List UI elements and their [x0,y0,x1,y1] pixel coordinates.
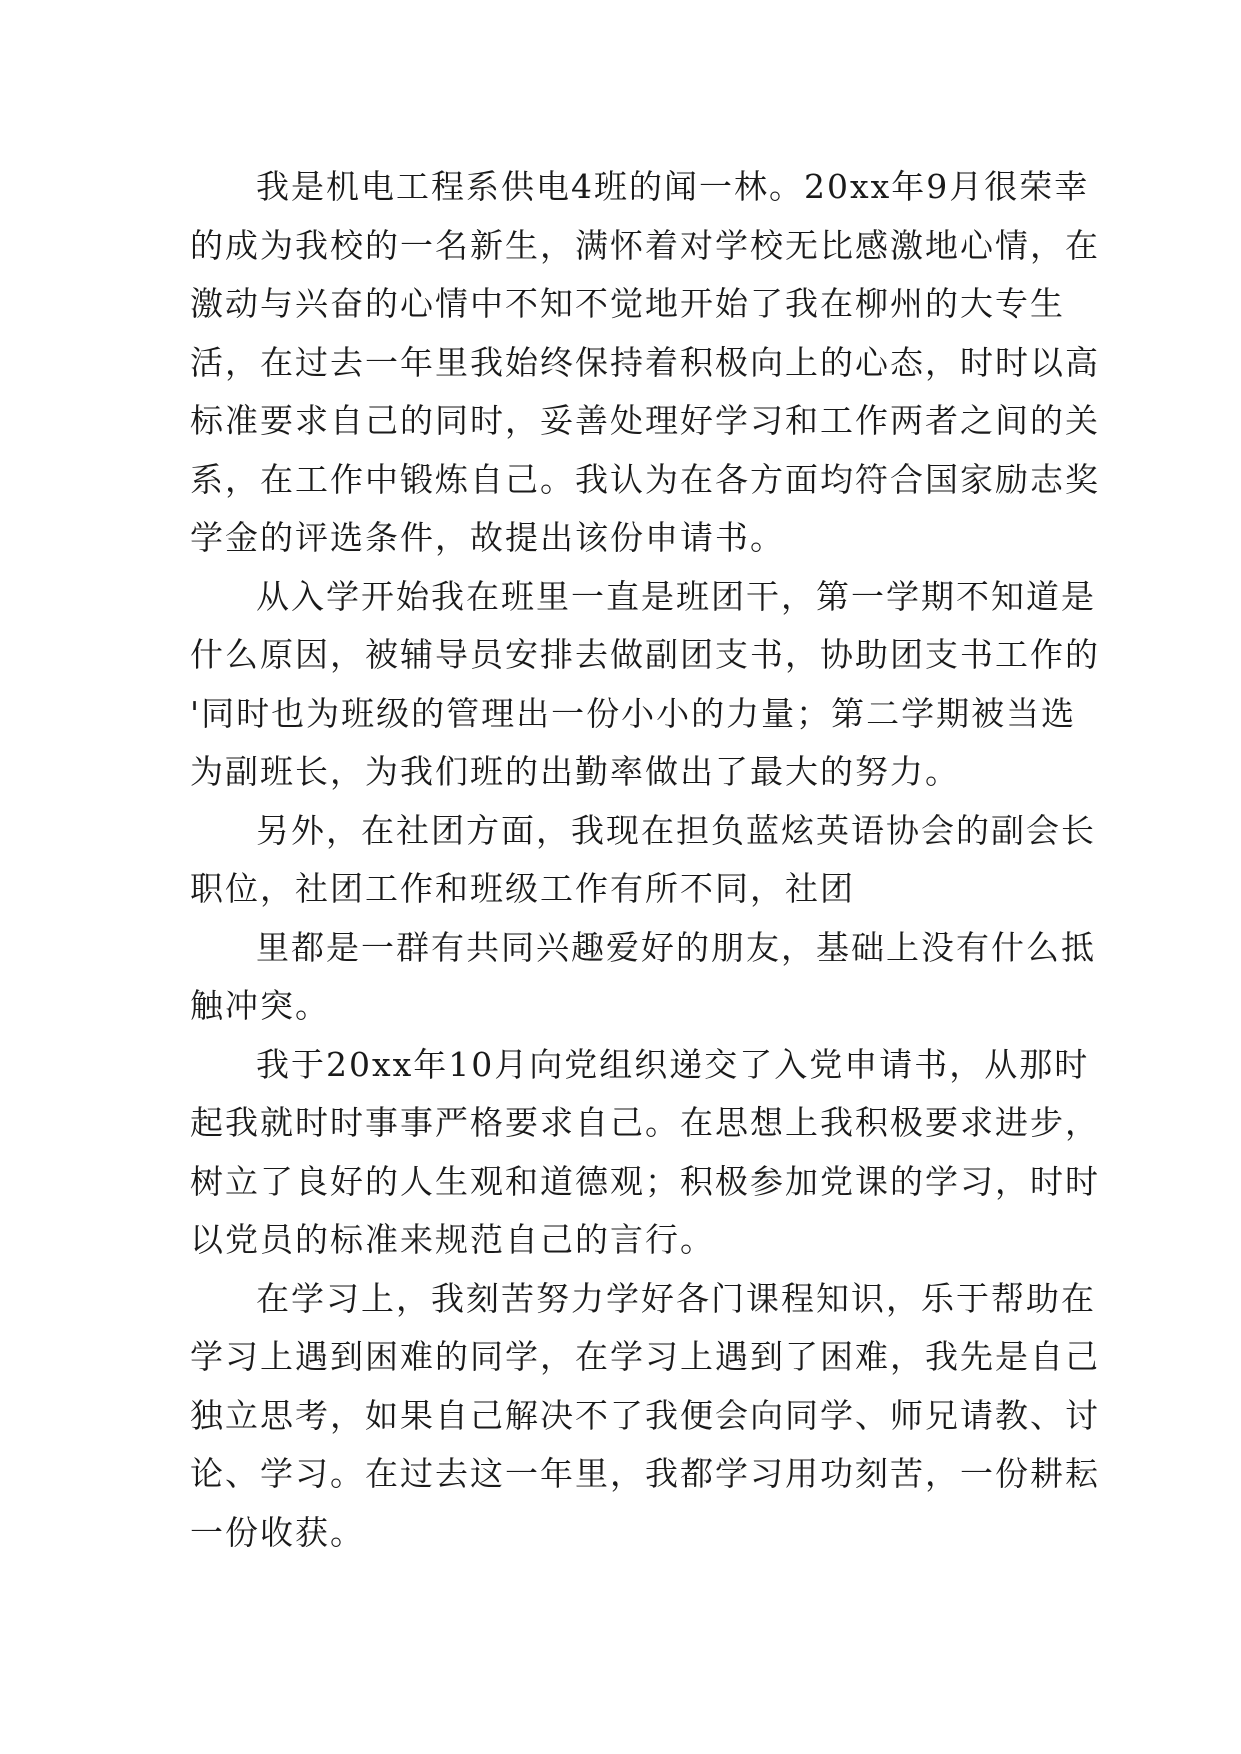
paragraph-4 [190,919,1096,1036]
paragraph-line: 的成为我校的一名新生，满怀着对学校无比感激地心情，在 [190,225,1100,265]
paragraph-2 [190,568,1100,802]
paragraph-line: 激动与兴奋的心情中不知不觉地开始了我在柳州的大专生 [190,284,1065,323]
paragraph-5 [190,1036,1100,1270]
paragraph-6 [190,1270,1100,1563]
paragraph-line: 在学习上，我刻苦努力学好各门课程知识，乐于帮助在 [256,1278,1096,1318]
document-body [190,158,1100,1562]
paragraph-1 [190,158,1100,568]
paragraph-line: 职位，社团工作和班级工作有所不同，社团 [190,869,855,908]
paragraph-line: 学习上遇到困难的同学，在学习上遇到了困难，我先是自己 [190,1337,1100,1376]
paragraph-line: 从入学开始我在班里一直是班团干，第一学期不知道是 [256,576,1096,616]
paragraph-line: 论、学习。在过去这一年里，我都学习用功刻苦，一份耕耘 [190,1454,1100,1493]
paragraph-line: 以党员的标准来规范自己的言行。 [190,1220,715,1259]
paragraph-line: 活，在过去一年里我始终保持着积极向上的心态，时时以高 [190,342,1100,382]
paragraph-line: 为副班长，为我们班的出勤率做出了最大的努力。 [190,752,960,791]
paragraph-line: 另外，在社团方面，我现在担负蓝炫英语协会的副会长 [256,810,1096,850]
paragraph-line: 里都是一群有共同兴趣爱好的朋友，基础上没有什么抵 [256,927,1096,967]
paragraph-line: 我于20xx年10月向党组织递交了入党申请书，从那时 [256,1044,1090,1084]
paragraph-3 [190,802,1096,919]
paragraph-line: '同时也为班级的管理出一份小小的力量；第二学期被当选 [190,693,1077,733]
paragraph-line: 标准要求自己的同时，妥善处理好学习和工作两者之间的关 [190,401,1100,440]
paragraph-line: 触冲突。 [190,986,330,1025]
paragraph-line: 树立了良好的人生观和道德观；积极参加党课的学习，时时 [190,1161,1100,1201]
paragraph-line: 独立思考，如果自己解决不了我便会向同学、师兄请教、讨 [190,1395,1100,1435]
paragraph-line: 我是机电工程系供电4班的闻一林。20xx年9月很荣幸 [256,167,1090,206]
paragraph-line: 起我就时时事事严格要求自己。在思想上我积极要求进步， [190,1103,1100,1142]
paragraph-line: 学金的评选条件，故提出该份申请书。 [190,518,785,557]
paragraph-line: 一份收获。 [190,1512,365,1552]
paragraph-line: 什么原因，被辅导员安排去做副团支书，协助团支书工作的 [190,635,1100,674]
paragraph-line: 系，在工作中锻炼自己。我认为在各方面均符合国家励志奖 [190,459,1100,499]
